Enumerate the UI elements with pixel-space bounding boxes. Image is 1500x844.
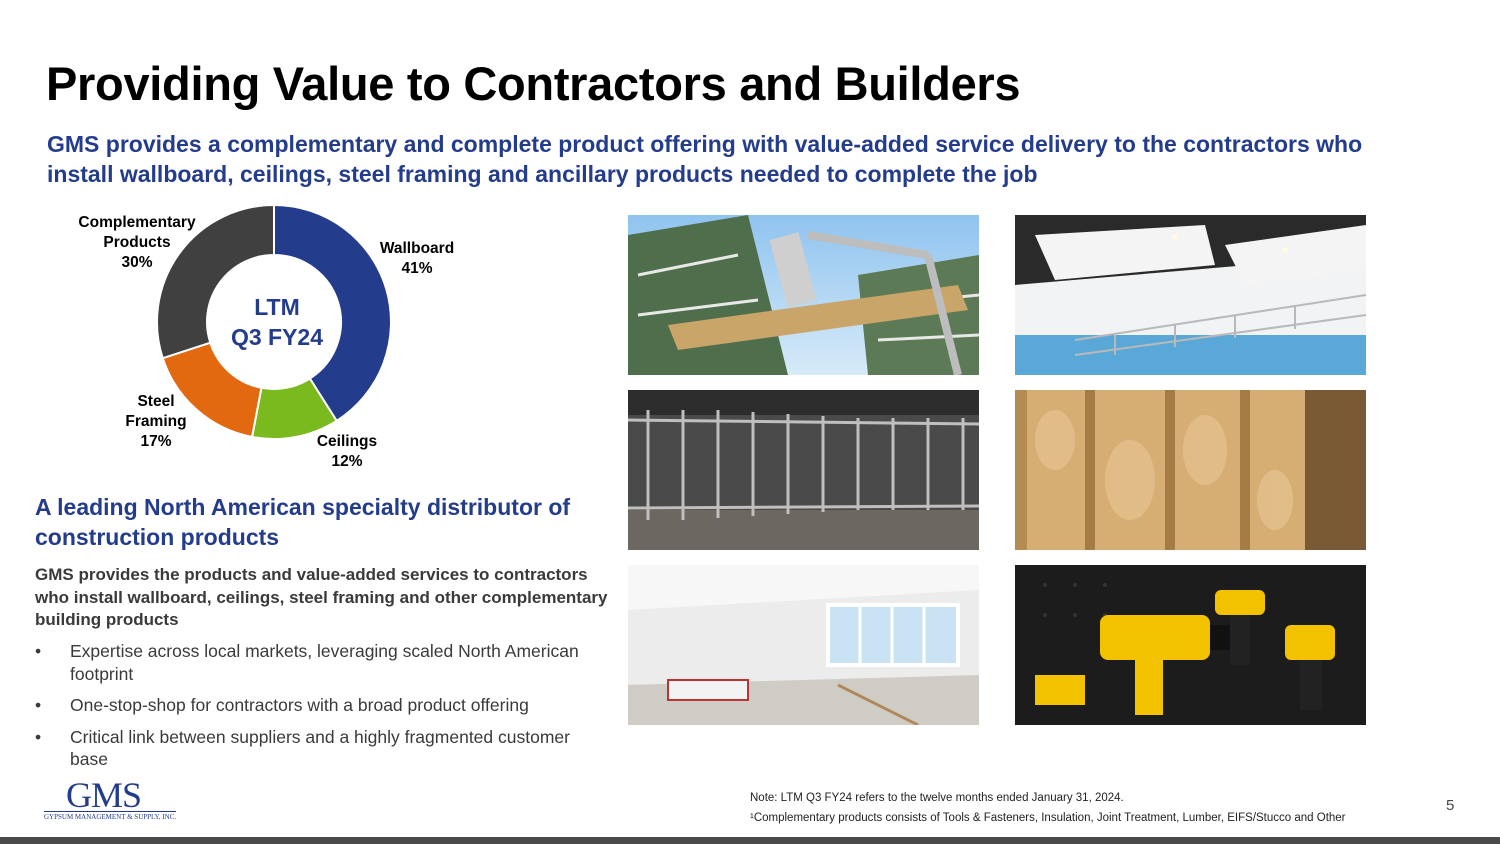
page-number: 5: [1446, 797, 1455, 814]
bullet-text: One-stop-shop for contractors with a broad product offering: [70, 695, 529, 715]
page-title: Providing Value to Contractors and Builders: [46, 57, 1021, 110]
bullet-text: Expertise across local markets, leveraging scaled North American footprint: [70, 641, 579, 684]
wallboard-lift-photo: [628, 215, 979, 375]
footnote-ltm: Note: LTM Q3 FY24 refers to the twelve months ended January 31, 2024.: [750, 792, 1124, 804]
bullet-text: Critical link between suppliers and a highly fragmented customer base: [70, 726, 570, 769]
chart-center-label-line1: LTM: [254, 294, 300, 320]
section-intro: GMS provides the products and value-added services to contractors who install wallboard, ceilings, steel framing and other complementary building products: [35, 565, 608, 629]
section-heading: A leading North American specialty distributor of construction products: [35, 494, 571, 550]
slice-label-complementary-name1: Complementary: [78, 214, 196, 231]
bullet-item: [35, 694, 595, 717]
bullet-glyph: •: [35, 695, 42, 715]
slice-label-steel-framing-value: 17%: [140, 433, 172, 450]
bottom-bar: [0, 837, 1500, 844]
bullet-item: [35, 726, 595, 771]
slice-label-ceilings: [292, 432, 402, 472]
page-subtitle: GMS provides a complementary and complete product offering with value-added service delivery to the contractors who install wallboard, ceilings, steel framing and ancillary products needed to complete the job: [47, 131, 1363, 187]
slice-label-steel-framing-name2: Framing: [125, 413, 187, 430]
bullet-glyph: •: [35, 641, 42, 661]
slice-label-wallboard: [362, 239, 472, 279]
insulation-photo: [1015, 390, 1366, 550]
drywall-room-photo: [628, 565, 979, 725]
gms-logo: [44, 777, 184, 821]
logo-wordmark: GMS: [66, 775, 142, 815]
slice-label-ceilings-name: Ceilings: [316, 433, 378, 450]
slice-label-wallboard-value: 41%: [401, 260, 433, 277]
bullet-glyph: •: [35, 726, 42, 747]
slice-label-complementary-name2: Products: [103, 234, 171, 251]
slice-label-complementary: [62, 213, 212, 273]
slice-label-steel-framing: [101, 392, 211, 452]
logo-subtext: GYPSUM MANAGEMENT & SUPPLY, INC.: [44, 813, 177, 821]
chart-center-label-line2: Q3 FY24: [230, 324, 324, 350]
slice-label-ceilings-value: 12%: [331, 453, 363, 470]
footnote-complementary: ¹Complementary products consists of Tools & Fasteners, Insulation, Joint Treatment, Lumber, EIFS/Stucco and Other: [750, 812, 1346, 824]
slice-label-wallboard-name: Wallboard: [379, 240, 455, 257]
bullet-list: [35, 640, 595, 780]
steel-framing-photo: [628, 390, 979, 550]
ceiling-interior-photo: [1015, 215, 1366, 375]
bullet-item: [35, 640, 595, 685]
slice-label-complementary-value: 30%: [121, 254, 153, 271]
power-tools-photo: [1015, 565, 1366, 725]
slice-label-steel-framing-name1: Steel: [137, 393, 175, 410]
